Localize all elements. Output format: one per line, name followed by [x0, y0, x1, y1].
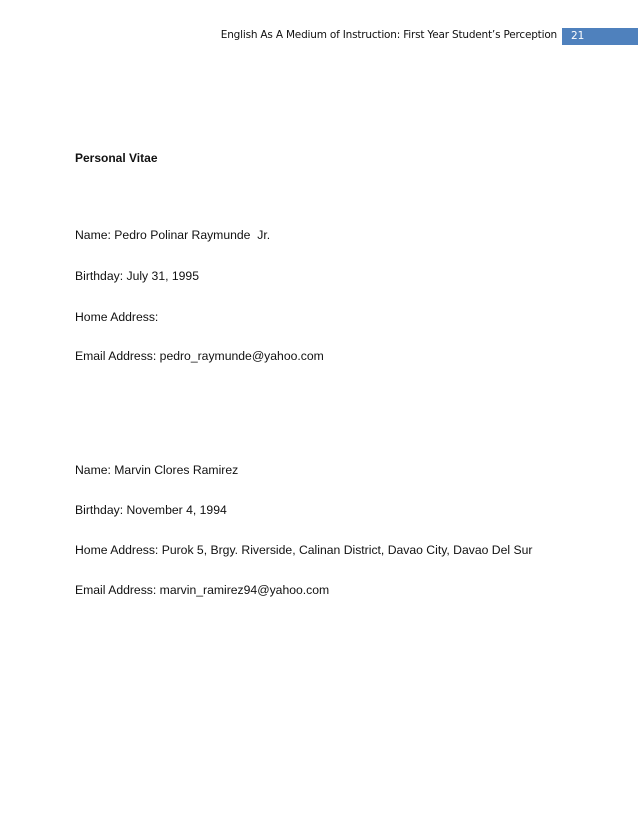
person-1-name: Name: Pedro Polinar Raymunde Jr.: [75, 228, 271, 242]
page-header: [0, 28, 638, 46]
person-1-birthday: Birthday: July 31, 1995: [75, 269, 199, 283]
page-number-badge: 21: [562, 28, 638, 45]
header-title: English As A Medium of Instruction: First Year Student’s Perception: [220, 29, 557, 41]
person-2-home-address: Home Address: Purok 5, Brgy. Riverside, Calinan District, Davao City, Davao Del Sur: [75, 543, 533, 557]
person-2-email: Email Address: marvin_ramirez94@yahoo.com: [75, 583, 330, 597]
person-2-birthday: Birthday: November 4, 1994: [75, 503, 227, 517]
person-2-name: Name: Marvin Clores Ramirez: [75, 463, 239, 477]
person-1-email: Email Address: pedro_raymunde@yahoo.com: [75, 349, 324, 363]
person-1-home-address: Home Address:: [75, 310, 159, 324]
section-title: Personal Vitae: [75, 151, 158, 165]
